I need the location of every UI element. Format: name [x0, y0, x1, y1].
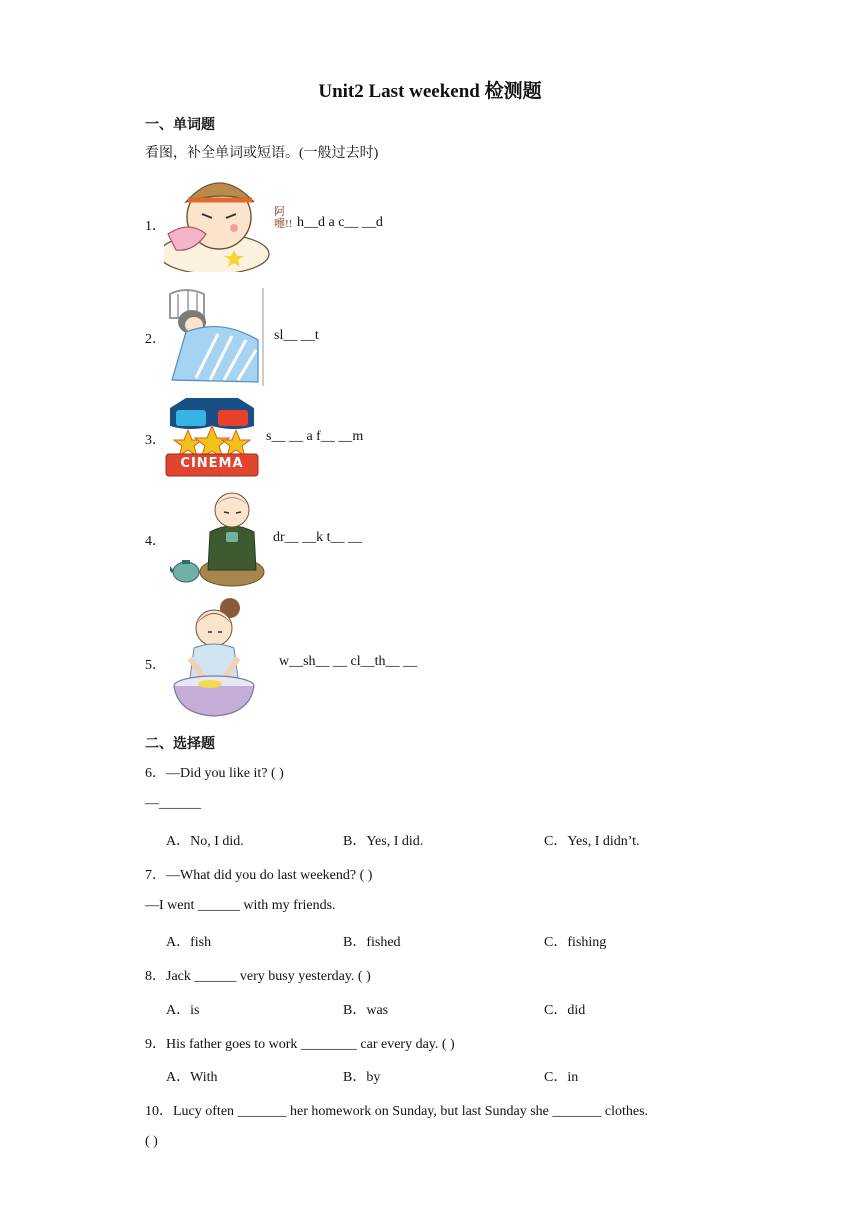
question-9-stem: 9．His father goes to work ________ car every day. ( ) [145, 1037, 455, 1052]
question-7-option-a[interactable]: A．fish [166, 935, 212, 950]
question-7-option-b[interactable]: B．fished [343, 935, 401, 950]
question-6-option-b[interactable]: B．Yes, I did. [343, 834, 424, 849]
item-2-blank: sl__ __t [274, 328, 319, 343]
sneezing-boy-picture [164, 172, 294, 272]
question-8-option-b[interactable]: B．was [343, 1003, 389, 1018]
sleeping-girl-picture [166, 288, 266, 386]
question-7-stem: 7．—What did you do last weekend? ( ) [145, 868, 373, 883]
question-6-answer-line: —______ [145, 796, 201, 811]
item-3-number: 3． [145, 433, 166, 448]
page-title: Unit2 Last weekend 检测题 [318, 81, 542, 102]
question-7-answer-line: —I went ______ with my friends. [145, 898, 336, 913]
item-2-number: 2． [145, 332, 166, 347]
section-1-heading: 一、单词题 [145, 118, 215, 133]
question-10-answer-bracket: ( ) [145, 1134, 158, 1149]
item-1-blank: h__d a c__ __d [297, 215, 383, 230]
question-8-option-c[interactable]: C．did [544, 1003, 586, 1018]
question-7-option-c[interactable]: C．fishing [544, 935, 607, 950]
section-1-instruction: 看图，补全单词或短语。(一般过去时) [145, 146, 379, 161]
item-3-blank: s__ __ a f__ __m [266, 429, 364, 444]
sneeze-badge: 阿嚏!! [274, 206, 293, 230]
question-6-stem: 6．—Did you like it? ( ) [145, 766, 284, 781]
cinema-sign-text: CINEMA [180, 456, 244, 471]
question-6-option-a[interactable]: A．No, I did. [166, 834, 244, 849]
question-6-option-c[interactable]: C．Yes, I didn’t. [544, 834, 640, 849]
question-9-option-b[interactable]: B．by [343, 1070, 381, 1085]
question-9-option-c[interactable]: C．in [544, 1070, 579, 1085]
item-4-number: 4． [145, 534, 166, 549]
grandpa-tea-picture [170, 486, 266, 588]
question-8-option-a[interactable]: A．is [166, 1003, 200, 1018]
washing-clothes-picture [170, 596, 262, 722]
question-10-stem: 10．Lucy often _______ her homework on Sunday, but last Sunday she _______ clothes. [145, 1104, 649, 1119]
section-2-heading: 二、选择题 [145, 737, 215, 752]
item-5-blank: w__sh__ __ cl__th__ __ [279, 654, 418, 669]
question-8-stem: 8．Jack ______ very busy yesterday. ( ) [145, 969, 371, 984]
question-9-option-a[interactable]: A．With [166, 1070, 218, 1085]
item-5-number: 5． [145, 658, 166, 673]
item-1-number: 1． [145, 219, 166, 234]
item-4-blank: dr__ __k t__ __ [273, 530, 363, 545]
cinema-picture [164, 396, 260, 478]
